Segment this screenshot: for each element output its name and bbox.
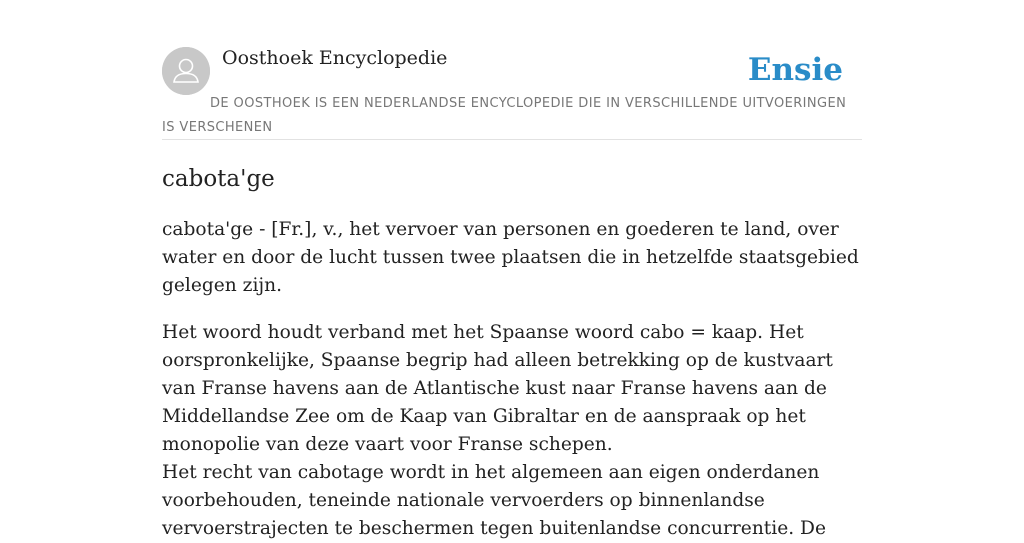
site-tagline: DE OOSTHOEK IS EEN NEDERLANDSE ENCYCLOPEDIE DIE IN VERSCHILLENDE UITVOERINGEN IS VERSCHENEN	[162, 96, 847, 135]
article-paragraph: Het woord houdt verband met het Spaanse woord cabo = kaap. Het oorspronkelijke, Spaanse begrip had alleen betrekking op de kustvaart van Franse havens aan de Atlantische kust naar Franse havens aan de Middellandse Zee om de Kaap van Gibraltar en de aanspraak op het monopolie van deze vaart voor Franse schepen.	[162, 322, 833, 455]
header-divider	[162, 139, 862, 140]
article-title: cabota'ge	[162, 166, 275, 192]
user-icon[interactable]	[162, 47, 210, 95]
article-paragraph: Het recht van cabotage wordt in het algemeen aan eigen onderdanen voorbehouden, teneinde nationale vervoerders op binnenlandse vervoerstrajecten te beschermen tegen buitenlandse concurrentie. De	[162, 462, 826, 539]
article-paragraph: cabota'ge - [Fr.], v., het vervoer van personen en goederen te land, over water en door de lucht tussen twee plaatsen die in hetzelfde staatsgebied gelegen zijn.	[162, 219, 859, 296]
article	[162, 160, 866, 543]
site-title[interactable]: Oosthoek Encyclopedie	[222, 47, 448, 69]
brand-logo[interactable]: Ensie	[747, 52, 843, 88]
